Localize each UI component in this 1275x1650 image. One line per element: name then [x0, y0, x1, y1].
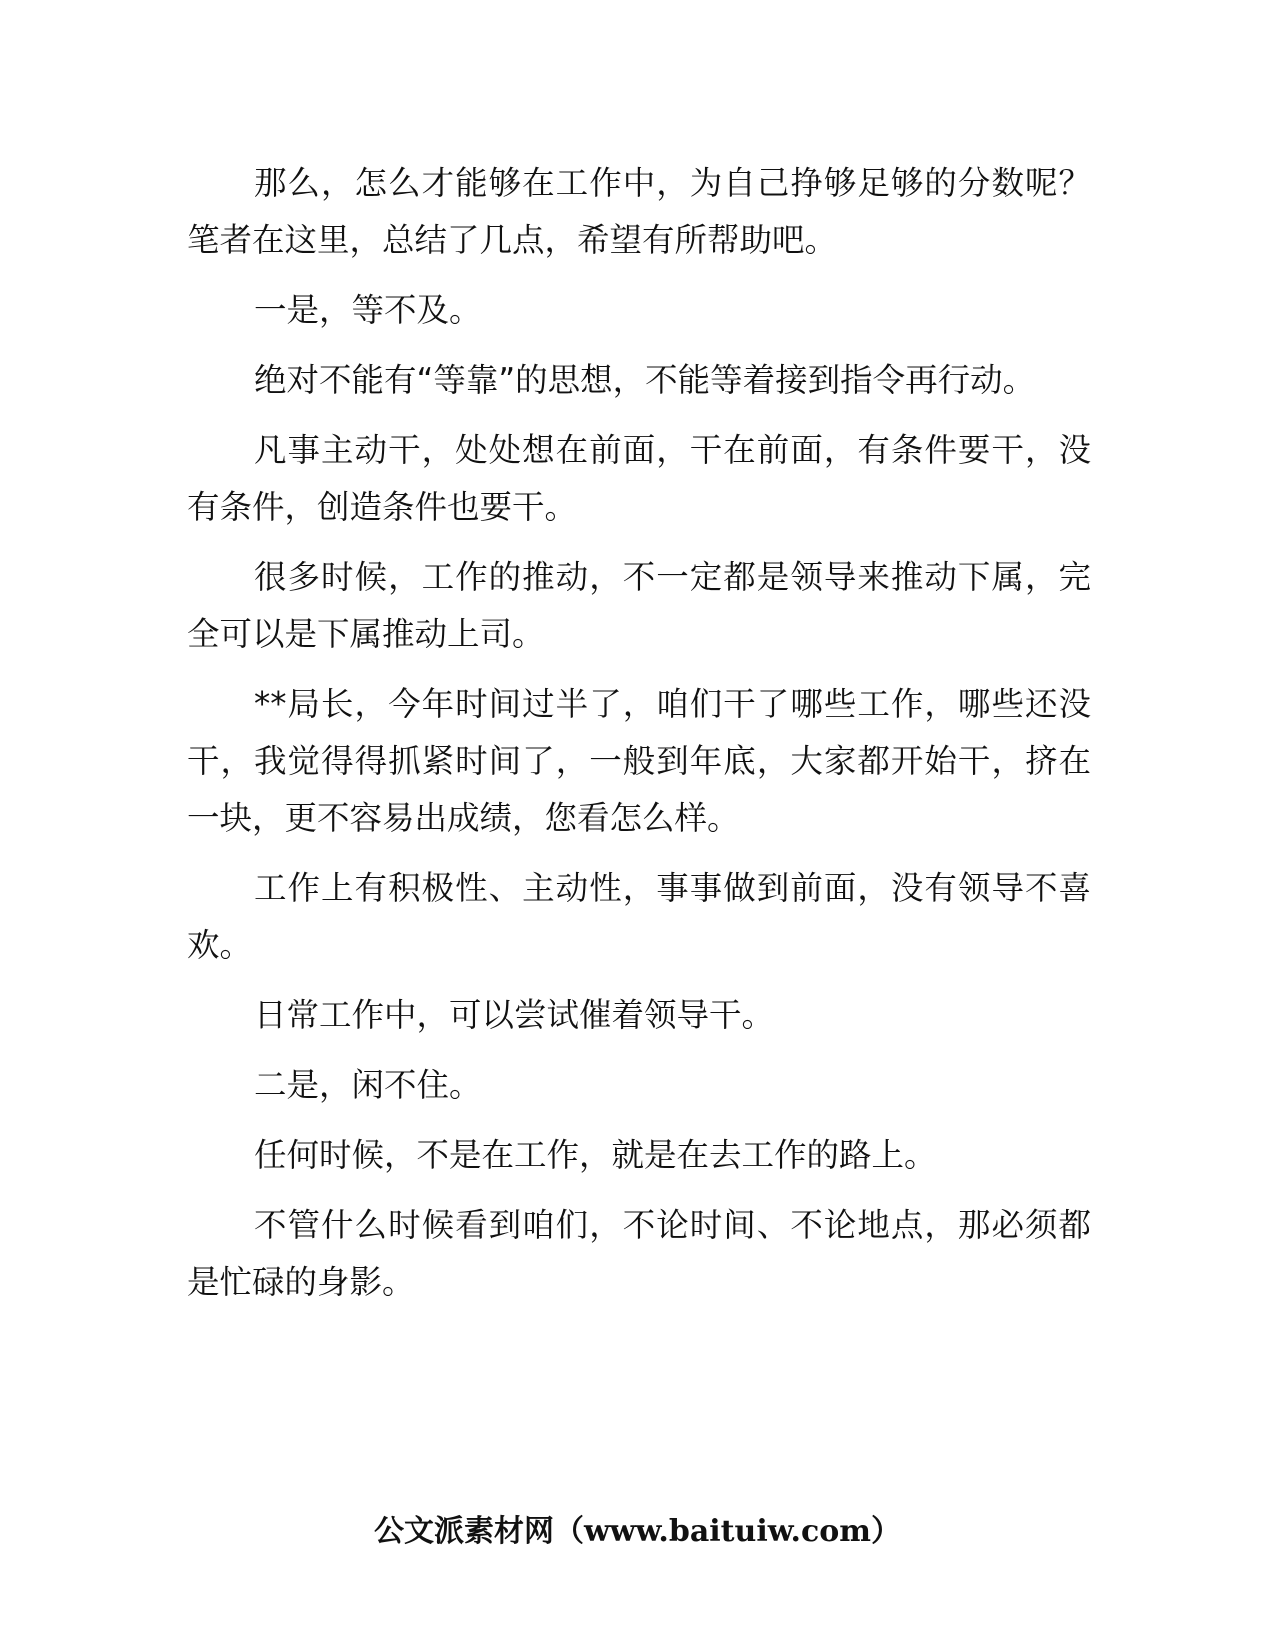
document-body: [187, 155, 1091, 1324]
paragraph: 很多时候，工作的推动，不一定都是领导来推动下属，完全可以是下属推动上司。: [187, 558, 1091, 653]
paragraph: 工作上有积极性、主动性，事事做到前面，没有领导不喜欢。: [187, 869, 1091, 964]
section-heading: 一是，等不及。: [254, 291, 482, 329]
paragraph: 任何时候，不是在工作，就是在去工作的路上。: [254, 1136, 937, 1174]
paragraph: 绝对不能有“等靠”的思想，不能等着接到指令再行动。: [254, 361, 1036, 399]
paragraph: 日常工作中，可以尝试催着领导干。: [254, 996, 775, 1034]
paragraph: 那么，怎么才能够在工作中，为自己挣够足够的分数呢？笔者在这里，总结了几点，希望有所帮助吧。: [187, 164, 1091, 259]
page-footer: 公文派素材网（www.baituiw.com）: [373, 1514, 902, 1549]
paragraph: **局长，今年时间过半了，咱们干了哪些工作，哪些还没干，我觉得得抓紧时间了，一般到年底，大家都开始干，挤在一块，更不容易出成绩，您看怎么样。: [187, 685, 1091, 837]
section-heading: 二是，闲不住。: [254, 1066, 482, 1104]
paragraph: 不管什么时候看到咱们，不论时间、不论地点，那必须都是忙碌的身影。: [187, 1206, 1091, 1301]
paragraph: 凡事主动干，处处想在前面，干在前面，有条件要干，没有条件，创造条件也要干。: [187, 431, 1091, 526]
